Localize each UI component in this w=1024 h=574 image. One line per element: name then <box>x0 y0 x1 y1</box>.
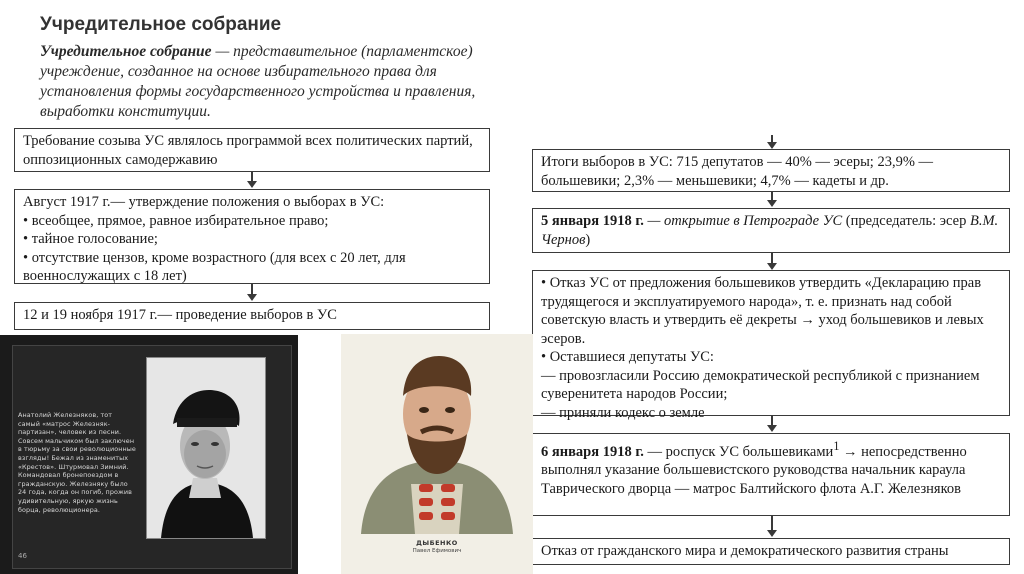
requirement-box <box>14 128 490 172</box>
definition-text: — представительное (парламентское) учреждение, созданное на основе избирательного права для установления формы государственного устройства и правления, выработки конституции. <box>40 43 476 120</box>
outcome-text: Отказ от гражданского мира и демократического развития страны <box>541 543 949 559</box>
jan6-date: 6 января 1918 г. <box>541 443 644 460</box>
jan5-rest: (председатель: эсер <box>842 213 970 229</box>
jan5-close: ) <box>585 231 591 248</box>
page-heading: Учредительное собрание <box>40 14 282 35</box>
august-item-3: • отсутствие цензов, кроме возрастного (для всех с 20 лет, для военнослужащих с 18 лет) <box>23 249 406 284</box>
sailor-portrait-icon <box>147 358 265 538</box>
zheleznyakov-caption: Анатолий Железняков, тот самый «матрос Железняк-партизан», человек из песни. Совсем мальчиком был заключен в тюрьму за свои революционные взгляды! Бежал из знаменитых «Крестов». Штурмовал Зимний. Командовал бронепоездом в гражданскую. Железняку было 24 года, когда он погиб, прожив удивительную, яркую жизнь борца, революционера. <box>18 411 136 514</box>
zheleznyakov-photo-panel <box>0 335 298 574</box>
zheleznyakov-portrait <box>146 357 266 539</box>
arrow-r1 <box>771 192 773 201</box>
august-box <box>14 189 490 284</box>
dybenko-name: ДЫБЕНКО <box>416 539 458 547</box>
august-item-2: • тайное голосование; <box>23 231 158 247</box>
november-box <box>14 302 490 330</box>
definition-term: Учредительное собрание <box>40 43 212 60</box>
jan5-date: 5 января 1918 г. <box>541 213 644 229</box>
refusal-p4: — приняли кодекс о земле <box>541 404 705 421</box>
arrow-r4 <box>771 516 773 531</box>
jan5-chair: В.М. Чернов <box>541 213 999 248</box>
arrow-r3 <box>771 416 773 426</box>
outcome-box <box>532 538 1010 565</box>
refusal-p3: — провозгласили Россию демократической республикой с признанием суверенитета народов России; <box>541 367 980 402</box>
refusal-p1: • Отказ УС от предложения большевиков утвердить «Декларацию прав трудящегося и эксплуатируемого народа», т. е. признать над собой советскую власть и утвердить её декреты → уход большевиков и левых эсеров. <box>541 275 984 347</box>
results-text: Итоги выборов в УС: 715 депутатов — 40% — эсеры; 23,9% — большевики; 2,3% — меньшевики; 4,7% — кадеты и др. <box>541 154 934 189</box>
refusal-box <box>532 270 1010 421</box>
definition <box>40 42 500 122</box>
jan6-footnote: 1 <box>833 439 840 453</box>
requirement-text: Требование созыва УС являлось программой всех политических партий, оппозиционных самодержавию <box>23 133 473 168</box>
arrow-r2 <box>771 253 773 264</box>
arrow-r0 <box>771 135 773 143</box>
arrow-2 <box>251 284 253 295</box>
november-text: 12 и 19 ноября 1917 г.— проведение выборов в УС <box>23 307 337 323</box>
august-item-1: • всеобщее, прямое, равное избирательное право; <box>23 212 329 229</box>
jan5-box <box>532 208 1010 253</box>
dybenko-photo-panel <box>341 334 533 574</box>
jan6-rest: → непосредственно выполнял указание большевистского руководства начальник караула Таврического дворца — матрос Балтийского флота А.Г. Железняков <box>541 443 967 497</box>
dybenko-subname: Павел Ефимович <box>412 548 462 554</box>
refusal-p2: • Оставшиеся депутаты УС: <box>541 349 714 365</box>
page-number: 46 <box>18 552 27 560</box>
results-box <box>532 149 1010 192</box>
august-title: Август 1917 г.— утверждение положения о выборах в УС: <box>23 194 385 210</box>
jan6-text: — роспуск УС большевиками <box>643 443 834 460</box>
jan5-text: — открытие в Петрограде УС <box>643 213 843 229</box>
jan6-box <box>532 433 1010 516</box>
dybenko-portrait-icon <box>341 334 533 534</box>
arrow-1 <box>251 172 253 182</box>
